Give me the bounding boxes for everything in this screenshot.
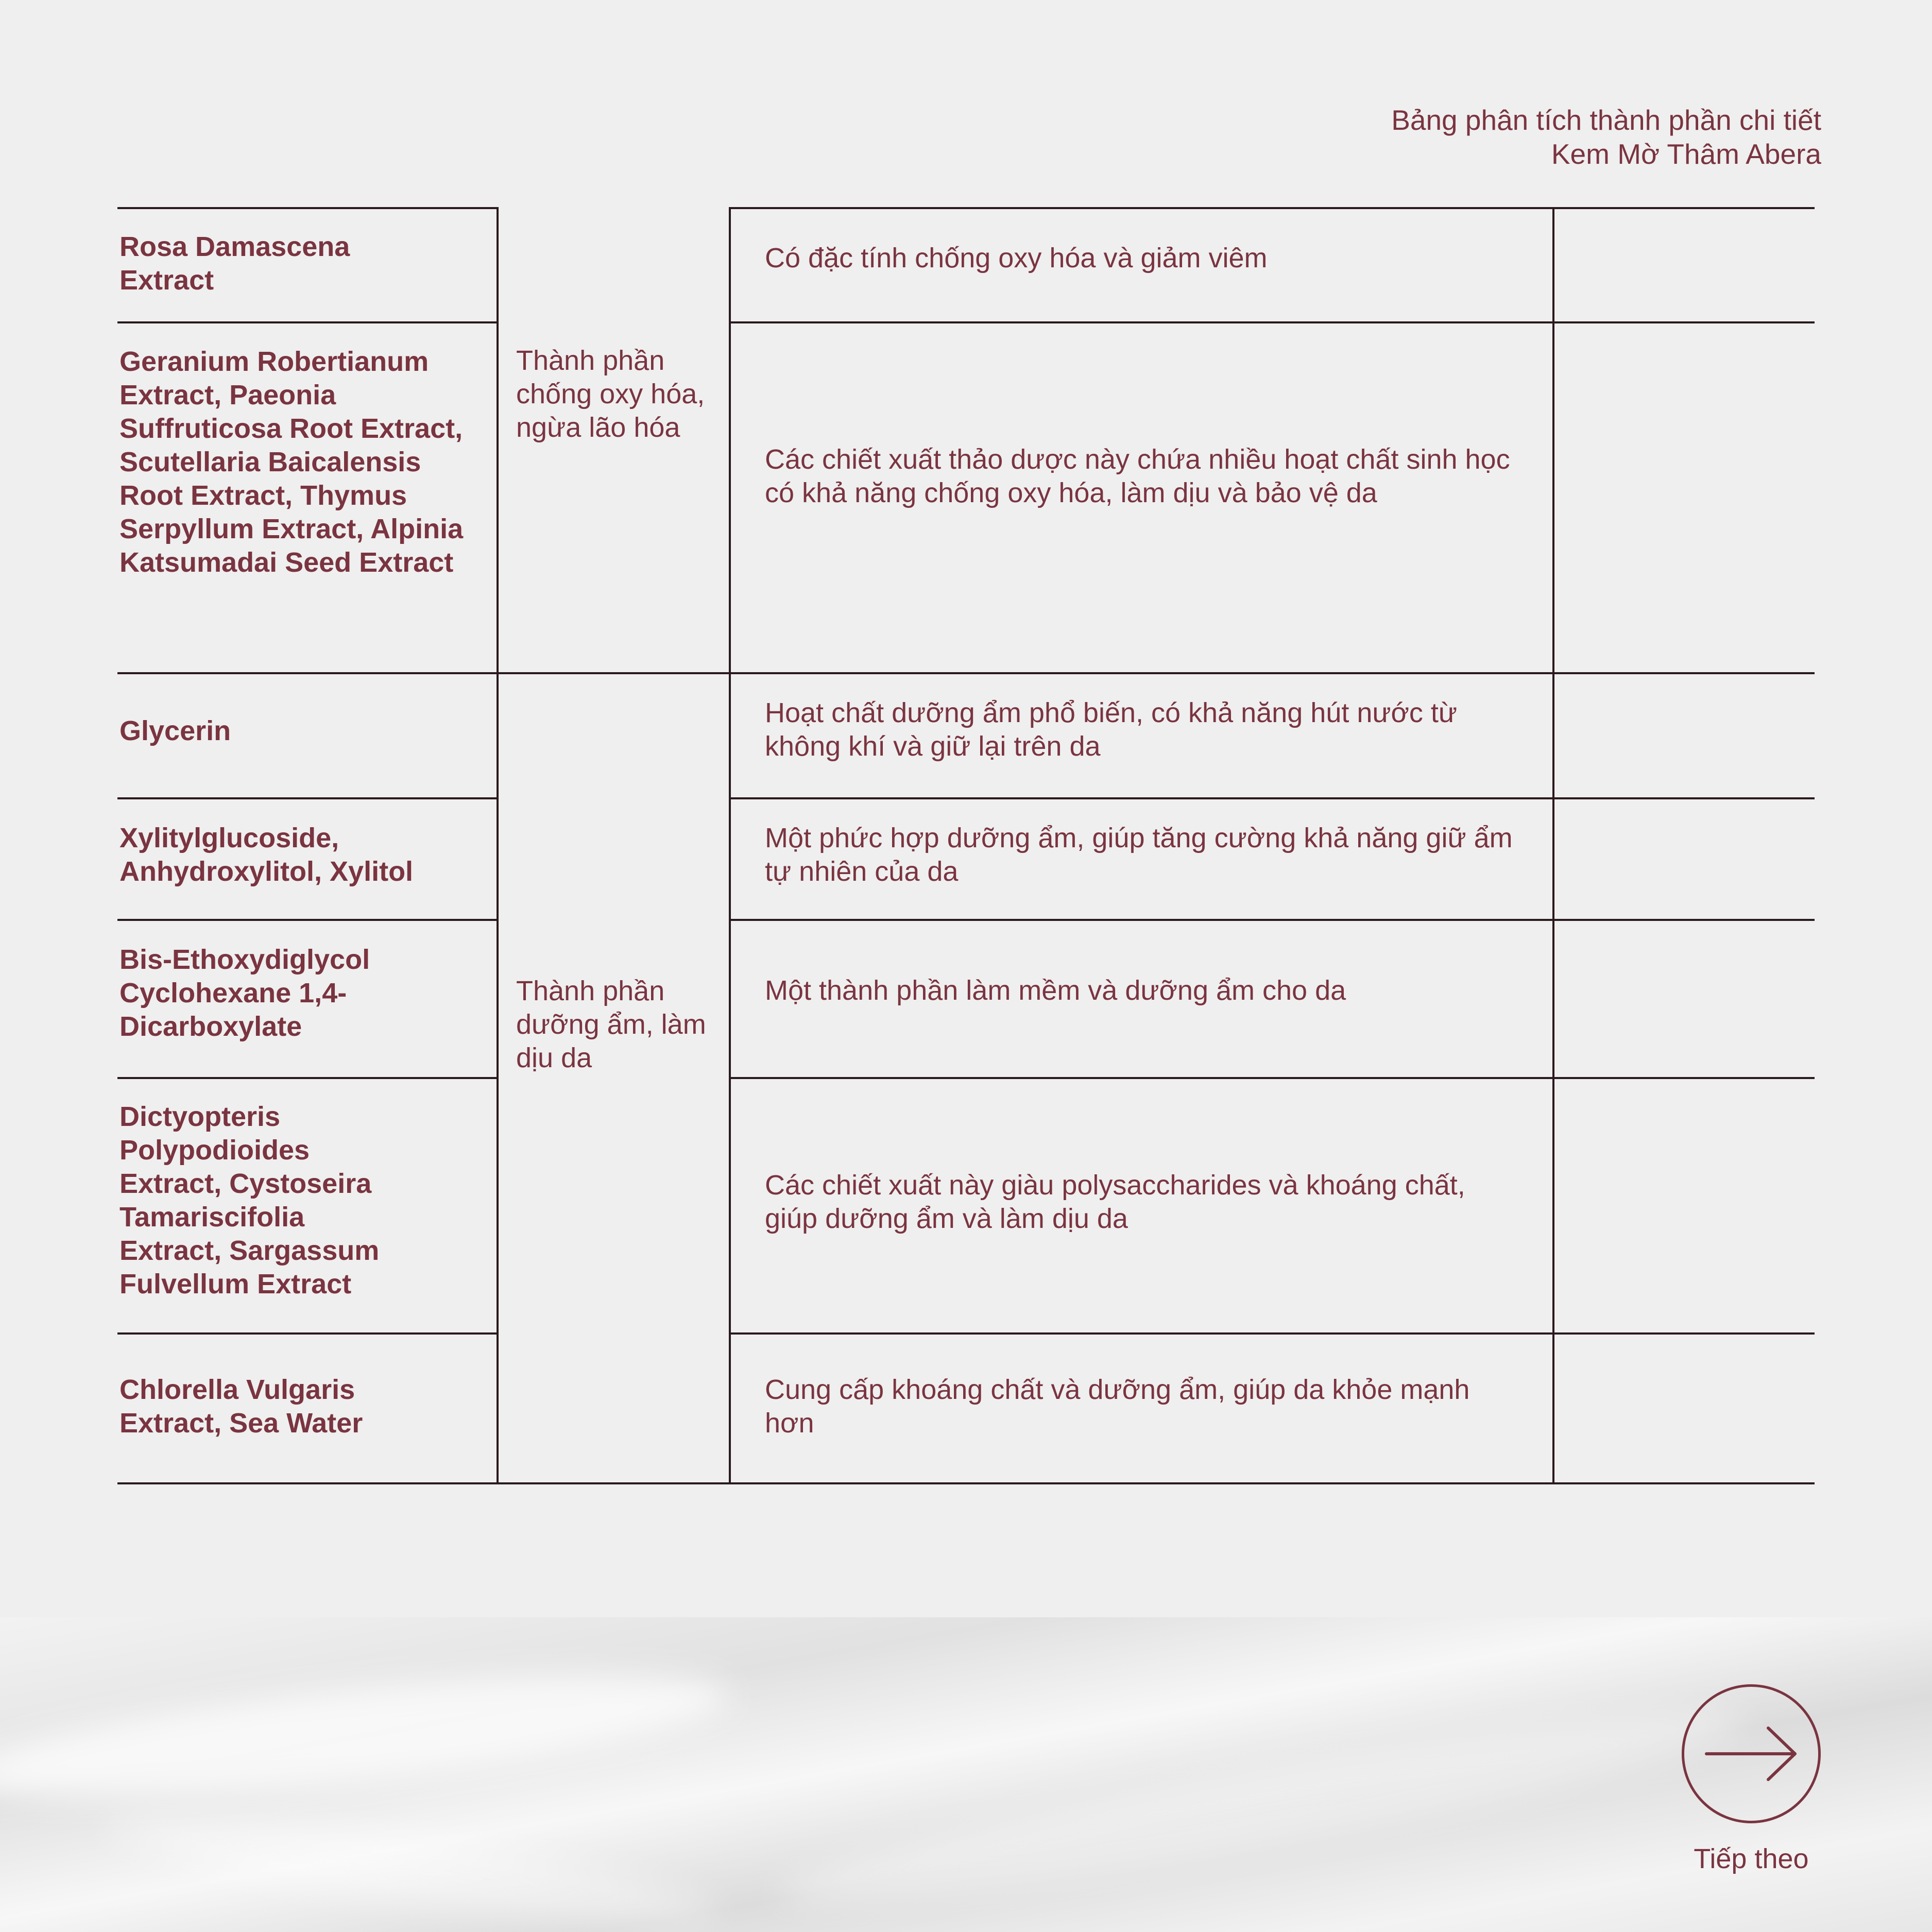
- table-rule-left: [117, 919, 499, 921]
- ingredient-name: Rosa Damascena Extract: [119, 231, 350, 296]
- table-rule-right: [729, 1332, 1815, 1335]
- table-rule-left: [117, 1077, 499, 1079]
- header-title: Bảng phân tích thành phần chi tiết: [1391, 104, 1821, 136]
- table-rule-right: [729, 672, 1815, 674]
- table-rule-left: [117, 797, 499, 799]
- table-rule-right: [729, 797, 1815, 799]
- ingredient-name: Geranium Robertianum Extract, Paeonia Suffruticosa Root Extract, Scutellaria Baicalensis Root Extract, Thymus Serpyllum Extract, Alpinia Katsumadai Seed Extract: [119, 346, 464, 578]
- table-rule-top-right: [729, 207, 1815, 209]
- ingredient-description: Các chiết xuất thảo dược này chứa nhiều hoạt chất sinh học có khả năng chống oxy hóa, làm dịu và bảo vệ da: [765, 444, 1510, 508]
- group-label-moisturizing: Thành phần dưỡng ẩm, làm dịu da: [516, 976, 706, 1073]
- next-label[interactable]: Tiếp theo: [1694, 1843, 1809, 1874]
- ingredient-name: Glycerin: [119, 715, 231, 746]
- ingredient-description: Cung cấp khoáng chất và dưỡng ẩm, giúp da khỏe mạnh hơn: [765, 1374, 1470, 1439]
- table-divider-v2: [729, 207, 731, 1484]
- table-rule-group: [497, 672, 731, 674]
- table-rule-bottom: [117, 1482, 1815, 1484]
- page-header: [1391, 103, 1821, 171]
- table-divider-v3: [1552, 207, 1554, 1484]
- ingredient-description: Hoạt chất dưỡng ẩm phổ biến, có khả năng hút nước từ không khí và giữ lại trên da: [765, 697, 1458, 762]
- header-product-name: Kem Mờ Thâm Abera: [1551, 138, 1821, 170]
- ingredient-name: Xylitylglucoside, Anhydroxylitol, Xylitol: [119, 823, 414, 887]
- table-rule-right: [729, 919, 1815, 921]
- arrow-right-icon: [1702, 1725, 1800, 1782]
- ingredient-description: Có đặc tính chống oxy hóa và giảm viêm: [765, 243, 1268, 273]
- next-button[interactable]: [1682, 1684, 1821, 1823]
- ingredient-name: Chlorella Vulgaris Extract, Sea Water: [119, 1374, 363, 1439]
- table-divider-v1: [497, 207, 499, 1484]
- ingredient-name: Dictyopteris Polypodioides Extract, Cystoseira Tamariscifolia Extract, Sargassum Fulvellum Extract: [119, 1101, 380, 1300]
- ingredient-name: Bis-Ethoxydiglycol Cyclohexane 1,4-Dicarboxylate: [119, 944, 370, 1042]
- table-rule-left: [117, 672, 499, 674]
- table-rule-right: [729, 321, 1815, 323]
- group-label-antioxidant: Thành phần chống oxy hóa, ngừa lão hóa: [516, 345, 705, 443]
- footer-silk-background: [0, 1617, 1932, 1932]
- table-rule-top-left: [117, 207, 499, 209]
- ingredient-description: Một phức hợp dưỡng ẩm, giúp tăng cường khả năng giữ ẩm tự nhiên của da: [765, 823, 1513, 887]
- table-rule-left: [117, 321, 499, 323]
- ingredient-description: Các chiết xuất này giàu polysaccharides và khoáng chất, giúp dưỡng ẩm và làm dịu da: [765, 1170, 1465, 1234]
- table-rule-right: [729, 1077, 1815, 1079]
- ingredient-description: Một thành phần làm mềm và dưỡng ẩm cho da: [765, 975, 1346, 1006]
- table-rule-left: [117, 1332, 499, 1335]
